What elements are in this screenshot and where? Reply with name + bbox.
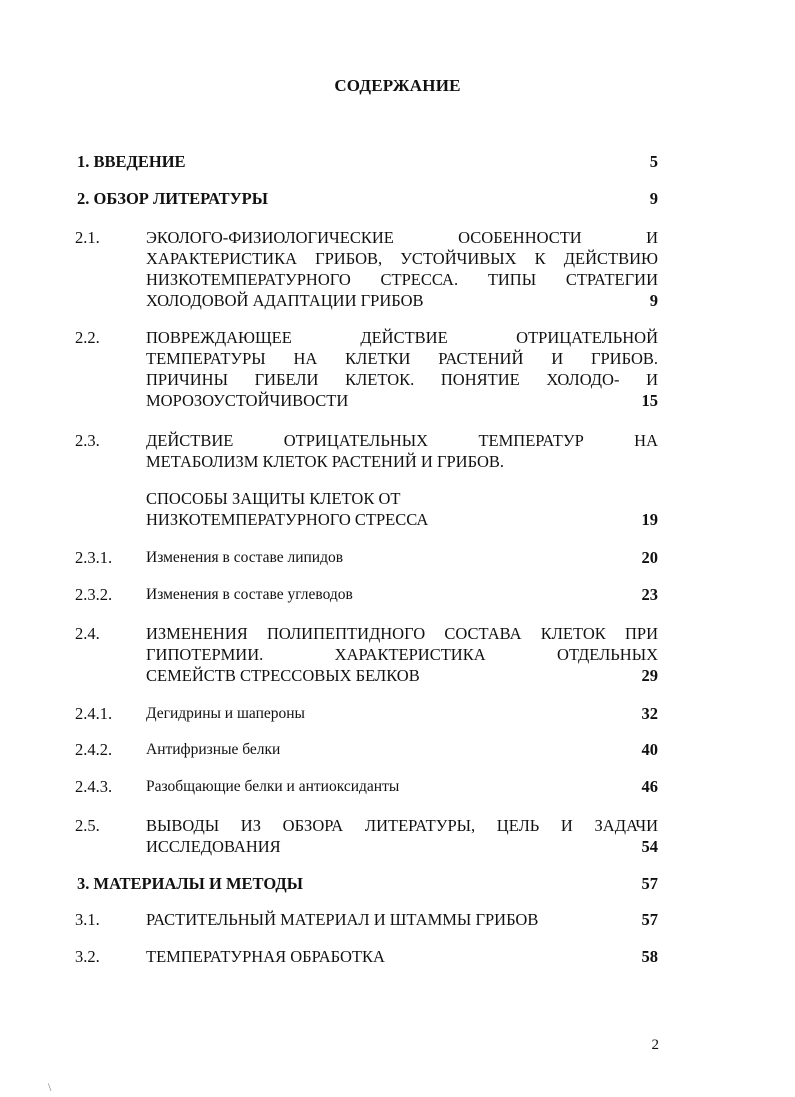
toc-line: Разобщающие белки и антиоксиданты xyxy=(146,778,400,795)
toc-line: СПОСОБЫ ЗАЩИТЫ КЛЕТОК ОТ xyxy=(146,489,401,508)
page-title: СОДЕРЖАНИЕ xyxy=(334,76,461,95)
toc-page: 15 xyxy=(641,391,658,410)
toc-line: Изменения в составе углеводов xyxy=(146,586,353,603)
toc-line: НИЗКОТЕМПЕРАТУРНОГО СТРЕССА. ТИПЫ СТРАТЕГИИ xyxy=(146,270,658,289)
toc-number: 2.4.2. xyxy=(75,740,113,759)
toc-number: 2.3. xyxy=(75,431,100,450)
toc-number: 3.2. xyxy=(75,947,100,966)
toc-number: 2.1. xyxy=(75,228,100,247)
toc-page: 46 xyxy=(641,777,658,796)
toc-page: 19 xyxy=(641,510,658,529)
toc-line: СЕМЕЙСТВ СТРЕССОВЫХ БЕЛКОВ xyxy=(146,666,420,685)
toc-page: 9 xyxy=(649,189,658,208)
toc-line: НИЗКОТЕМПЕРАТУРНОГО СТРЕССА xyxy=(146,510,429,529)
margin-mark: \ xyxy=(48,1080,52,1094)
toc-title xyxy=(146,488,658,530)
toc-page: 5 xyxy=(649,152,658,171)
toc-line: ХОЛОДОВОЙ АДАПТАЦИИ ГРИБОВ xyxy=(146,291,424,310)
toc-title xyxy=(146,703,658,724)
page-number: 2 xyxy=(651,1037,659,1053)
toc-title xyxy=(146,547,658,568)
toc-line: МОРОЗОУСТОЙЧИВОСТИ xyxy=(146,391,349,410)
toc-page: 23 xyxy=(641,585,658,604)
toc-page: 57 xyxy=(641,910,658,929)
toc-number: 1. ВВЕДЕНИЕ xyxy=(77,152,186,171)
toc-title xyxy=(146,776,658,797)
toc-number: 2.2. xyxy=(75,328,100,347)
toc-line: ИЗМЕНЕНИЯ ПОЛИПЕПТИДНОГО СОСТАВА КЛЕТОК ПРИ xyxy=(146,624,658,643)
toc-title xyxy=(146,946,658,967)
toc-page: 58 xyxy=(641,947,658,966)
toc-page: 54 xyxy=(641,837,658,856)
toc-line: Изменения в составе липидов xyxy=(146,549,344,566)
toc-line: МЕТАБОЛИЗМ КЛЕТОК РАСТЕНИЙ И ГРИБОВ. xyxy=(146,452,505,471)
toc-title xyxy=(146,815,658,857)
toc-title xyxy=(146,327,658,411)
toc-title xyxy=(146,430,658,472)
toc-line: ИССЛЕДОВАНИЯ xyxy=(146,837,281,856)
toc-line: ЭКОЛОГО-ФИЗИОЛОГИЧЕСКИЕ ОСОБЕННОСТИ И xyxy=(146,228,658,247)
toc-line: ПРИЧИНЫ ГИБЕЛИ КЛЕТОК. ПОНЯТИЕ ХОЛОДО- И xyxy=(146,370,658,389)
toc-page: 20 xyxy=(641,548,658,567)
toc-line: Антифризные белки xyxy=(146,741,281,758)
toc-line: ПОВРЕЖДАЮЩЕЕ ДЕЙСТВИЕ ОТРИЦАТЕЛЬНОЙ xyxy=(146,328,658,347)
toc-number: 3.1. xyxy=(75,910,100,929)
toc-line: ТЕМПЕРАТУРНАЯ ОБРАБОТКА xyxy=(146,947,385,966)
toc-number: 2.3.2. xyxy=(75,585,113,604)
toc-line: ВЫВОДЫ ИЗ ОБЗОРА ЛИТЕРАТУРЫ, ЦЕЛЬ И ЗАДАЧИ xyxy=(146,816,658,835)
toc-number: 2.3.1. xyxy=(75,548,113,567)
toc-page: 32 xyxy=(641,704,658,723)
toc-number: 2. ОБЗОР ЛИТЕРАТУРЫ xyxy=(77,189,268,208)
toc-line: ДЕЙСТВИЕ ОТРИЦАТЕЛЬНЫХ ТЕМПЕРАТУР НА xyxy=(146,431,658,450)
toc-number: 2.4.1. xyxy=(75,704,113,723)
toc-number: 3. МАТЕРИАЛЫ И МЕТОДЫ xyxy=(77,874,303,893)
toc-line: РАСТИТЕЛЬНЫЙ МАТЕРИАЛ И ШТАММЫ ГРИБОВ xyxy=(146,910,539,929)
toc-page: 57 xyxy=(641,874,658,893)
toc-line: ХАРАКТЕРИСТИКА ГРИБОВ, УСТОЙЧИВЫХ К ДЕЙСТВИЮ xyxy=(146,249,658,268)
toc-line: Дегидрины и шапероны xyxy=(146,705,305,722)
toc-title xyxy=(146,909,658,930)
toc-title xyxy=(146,227,658,311)
toc-title xyxy=(146,739,658,760)
toc-number: 2.4.3. xyxy=(75,777,113,796)
toc-line: ТЕМПЕРАТУРЫ НА КЛЕТКИ РАСТЕНИЙ И ГРИБОВ. xyxy=(146,349,658,368)
toc-title xyxy=(146,623,658,686)
toc-title xyxy=(146,584,658,605)
toc-page: 9 xyxy=(649,291,658,310)
toc-page: 29 xyxy=(641,666,658,685)
toc-number: 2.4. xyxy=(75,624,100,643)
toc-number: 2.5. xyxy=(75,816,100,835)
toc-line: ГИПОТЕРМИИ. ХАРАКТЕРИСТИКА ОТДЕЛЬНЫХ xyxy=(146,645,658,664)
toc-page: 40 xyxy=(641,740,658,759)
